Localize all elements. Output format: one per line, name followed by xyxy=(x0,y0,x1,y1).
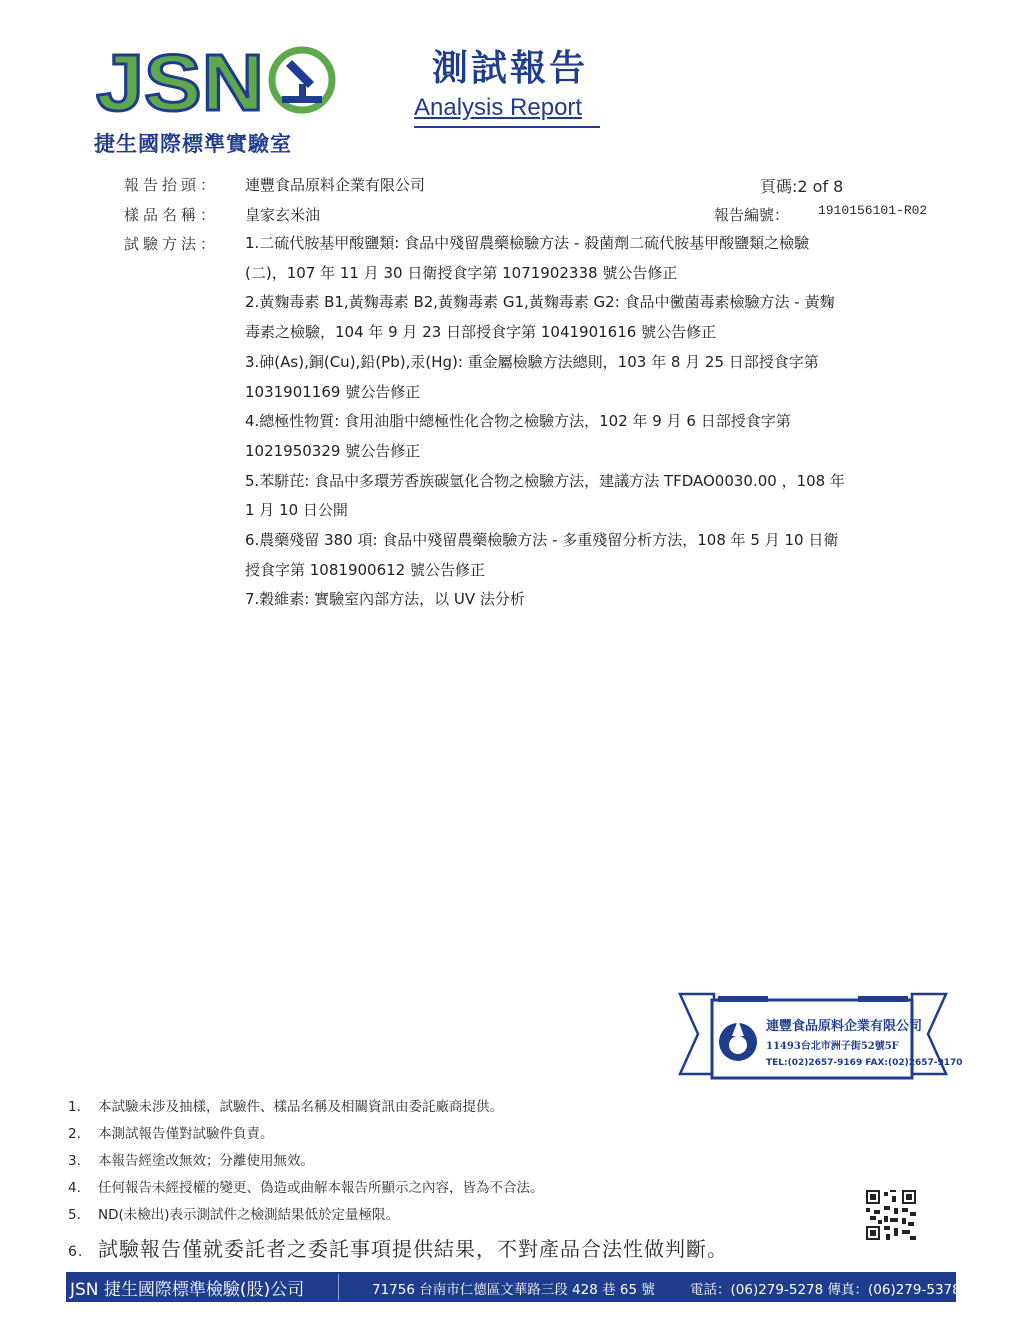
stamp-phone: TEL:(02)2657-9169 FAX:(02)2657-9170 xyxy=(766,1058,963,1068)
stamp-company: 連豐食品原料企業有限公司 xyxy=(766,1019,923,1034)
note-text: 本報告經塗改無效；分離使用無效。 xyxy=(98,1153,314,1169)
footer-bar xyxy=(66,1272,961,1302)
sample-name-label: 樣品名稱： xyxy=(124,206,220,224)
report-title-zh: 測試報告 xyxy=(432,48,589,89)
note-item xyxy=(68,1121,728,1148)
note-text: 試驗報告僅就委託者之委託事項提供結果，不對產品合法性做判斷。 xyxy=(98,1237,728,1261)
note-item xyxy=(68,1229,728,1272)
test-method-label: 試驗方法： xyxy=(124,235,220,253)
method-line: 7.穀維素: 實驗室內部方法，以 UV 法分析 xyxy=(245,590,525,609)
note-text: 本測試報告僅對試驗件負責。 xyxy=(98,1126,274,1142)
report-number-label: 報告編號： xyxy=(714,206,790,224)
note-number: 2. xyxy=(68,1126,81,1142)
report-number-value: 1910156101-R02 xyxy=(818,203,928,218)
addressee-label: 報告抬頭： xyxy=(124,176,220,194)
note-number: 4. xyxy=(68,1180,81,1196)
logo-text: JSN xyxy=(96,38,264,118)
jsn-logo xyxy=(96,38,336,118)
qr-code-icon xyxy=(866,1190,916,1240)
note-item xyxy=(68,1094,728,1121)
test-methods-list xyxy=(245,229,925,615)
method-line: 1.二硫代胺基甲酸鹽類: 食品中殘留農藥檢驗方法 - 殺菌劑二硫代胺基甲酸鹽類之檢驗 xyxy=(245,234,810,252)
method-line: 6.農藥殘留 380 項: 食品中殘留農藥檢驗方法 - 多重殘留分析方法，108 年 5 月 10 日衛 xyxy=(245,531,839,550)
stamp-address: 11493台北市洲子街52號5F xyxy=(766,1041,899,1052)
footer-company: JSN 捷生國際標準檢驗(股)公司 xyxy=(70,1280,305,1300)
method-line: 5.苯駢芘: 食品中多環芳香族碳氫化合物之檢驗方法，建議方法 TFDAO0030.00 ，108 年 xyxy=(245,471,845,490)
note-number: 3. xyxy=(68,1153,81,1169)
footer-phone: 電話：(06)279-5278 傳真：(06)279-5378 xyxy=(690,1282,961,1298)
method-line: 1031901169 號公告修正 xyxy=(245,382,421,401)
title-underline xyxy=(414,126,600,128)
note-item xyxy=(68,1202,728,1229)
method-line: 2.黃麴毒素 B1,黃麴毒素 B2,黃麴毒素 G1,黃麴毒素 G2: 食品中黴菌毒素檢驗方法 - 黃麴 xyxy=(245,293,835,312)
note-text: 任何報告未經授權的變更、偽造或曲解本報告所顯示之內容，皆為不合法。 xyxy=(98,1180,544,1196)
note-text: 本試驗未涉及抽樣，試驗件、樣品名稱及相關資訊由委託廠商提供。 xyxy=(98,1099,503,1115)
method-line: 4.總極性物質: 食用油脂中總極性化合物之檢驗方法，102 年 9 月 6 日部授食字第 xyxy=(245,412,791,431)
report-notes xyxy=(68,1094,728,1272)
note-number: 6. xyxy=(68,1244,84,1260)
method-line: (二)，107 年 11 月 30 日衛授食字第 1071902338 號公告修正 xyxy=(245,263,678,282)
method-line: 3.砷(As),銅(Cu),鉛(Pb),汞(Hg): 重金屬檢驗方法總則，103 年 8 月 25 日部授食字第 xyxy=(245,352,819,371)
footer-address: 71756 台南市仁德區文華路三段 428 巷 65 號 xyxy=(372,1282,655,1298)
sample-name-value: 皇家玄米油 xyxy=(245,206,321,224)
page-number: 頁碼:2 of 8 xyxy=(760,177,844,196)
method-line: 1 月 10 日公開 xyxy=(245,501,348,520)
note-number: 5. xyxy=(68,1207,81,1223)
addressee-value: 連豐食品原料企業有限公司 xyxy=(245,176,426,194)
method-line: 授食字第 1081900612 號公告修正 xyxy=(245,560,485,579)
method-line: 毒素之檢驗，104 年 9 月 23 日部授食字第 1041901616 號公告修正 xyxy=(245,323,717,342)
lab-name: 捷生國際標準實驗室 xyxy=(94,132,292,156)
method-line: 1021950329 號公告修正 xyxy=(245,441,421,460)
note-text: ND(未檢出)表示測試件之檢測結果低於定量極限。 xyxy=(98,1207,400,1223)
footer-divider xyxy=(338,1274,339,1300)
microscope-icon xyxy=(272,50,332,110)
note-number: 1. xyxy=(68,1099,81,1115)
note-item xyxy=(68,1148,728,1175)
report-title-en: Analysis Report xyxy=(414,94,583,121)
note-item xyxy=(68,1175,728,1202)
